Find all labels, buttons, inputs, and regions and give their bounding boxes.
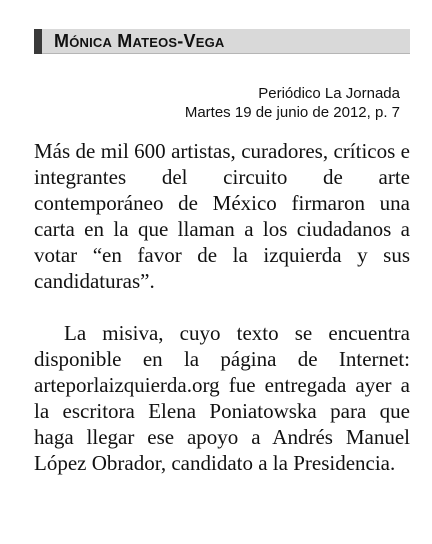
- article-body: [34, 138, 410, 476]
- publication-name: Periódico La Jornada: [258, 85, 400, 102]
- source-citation: [185, 84, 400, 122]
- publication-date-page: Martes 19 de junio de 2012, p. 7: [184, 104, 400, 121]
- article-paragraph-1: Más de mil 600 artistas, curadores, críticos e integrantes del circuito de arte contemporáneo de México firmaron una carta en la que llaman a los ciudadanos a votar “en favor de la izquierda y sus candidaturas”.: [34, 139, 410, 293]
- article-paragraph-2: La misiva, cuyo texto se encuentra disponible en la página de Internet: arteporlaizquierda.org fue entregada ayer a la escritora Elena Poniatowska para que haga llegar ese apoyo a Andrés Manuel López Obrador, candidato a la Presidencia.: [34, 321, 410, 475]
- byline-accent-block: [34, 29, 42, 54]
- author-byline: Mónica Mateos-Vega: [54, 31, 225, 51]
